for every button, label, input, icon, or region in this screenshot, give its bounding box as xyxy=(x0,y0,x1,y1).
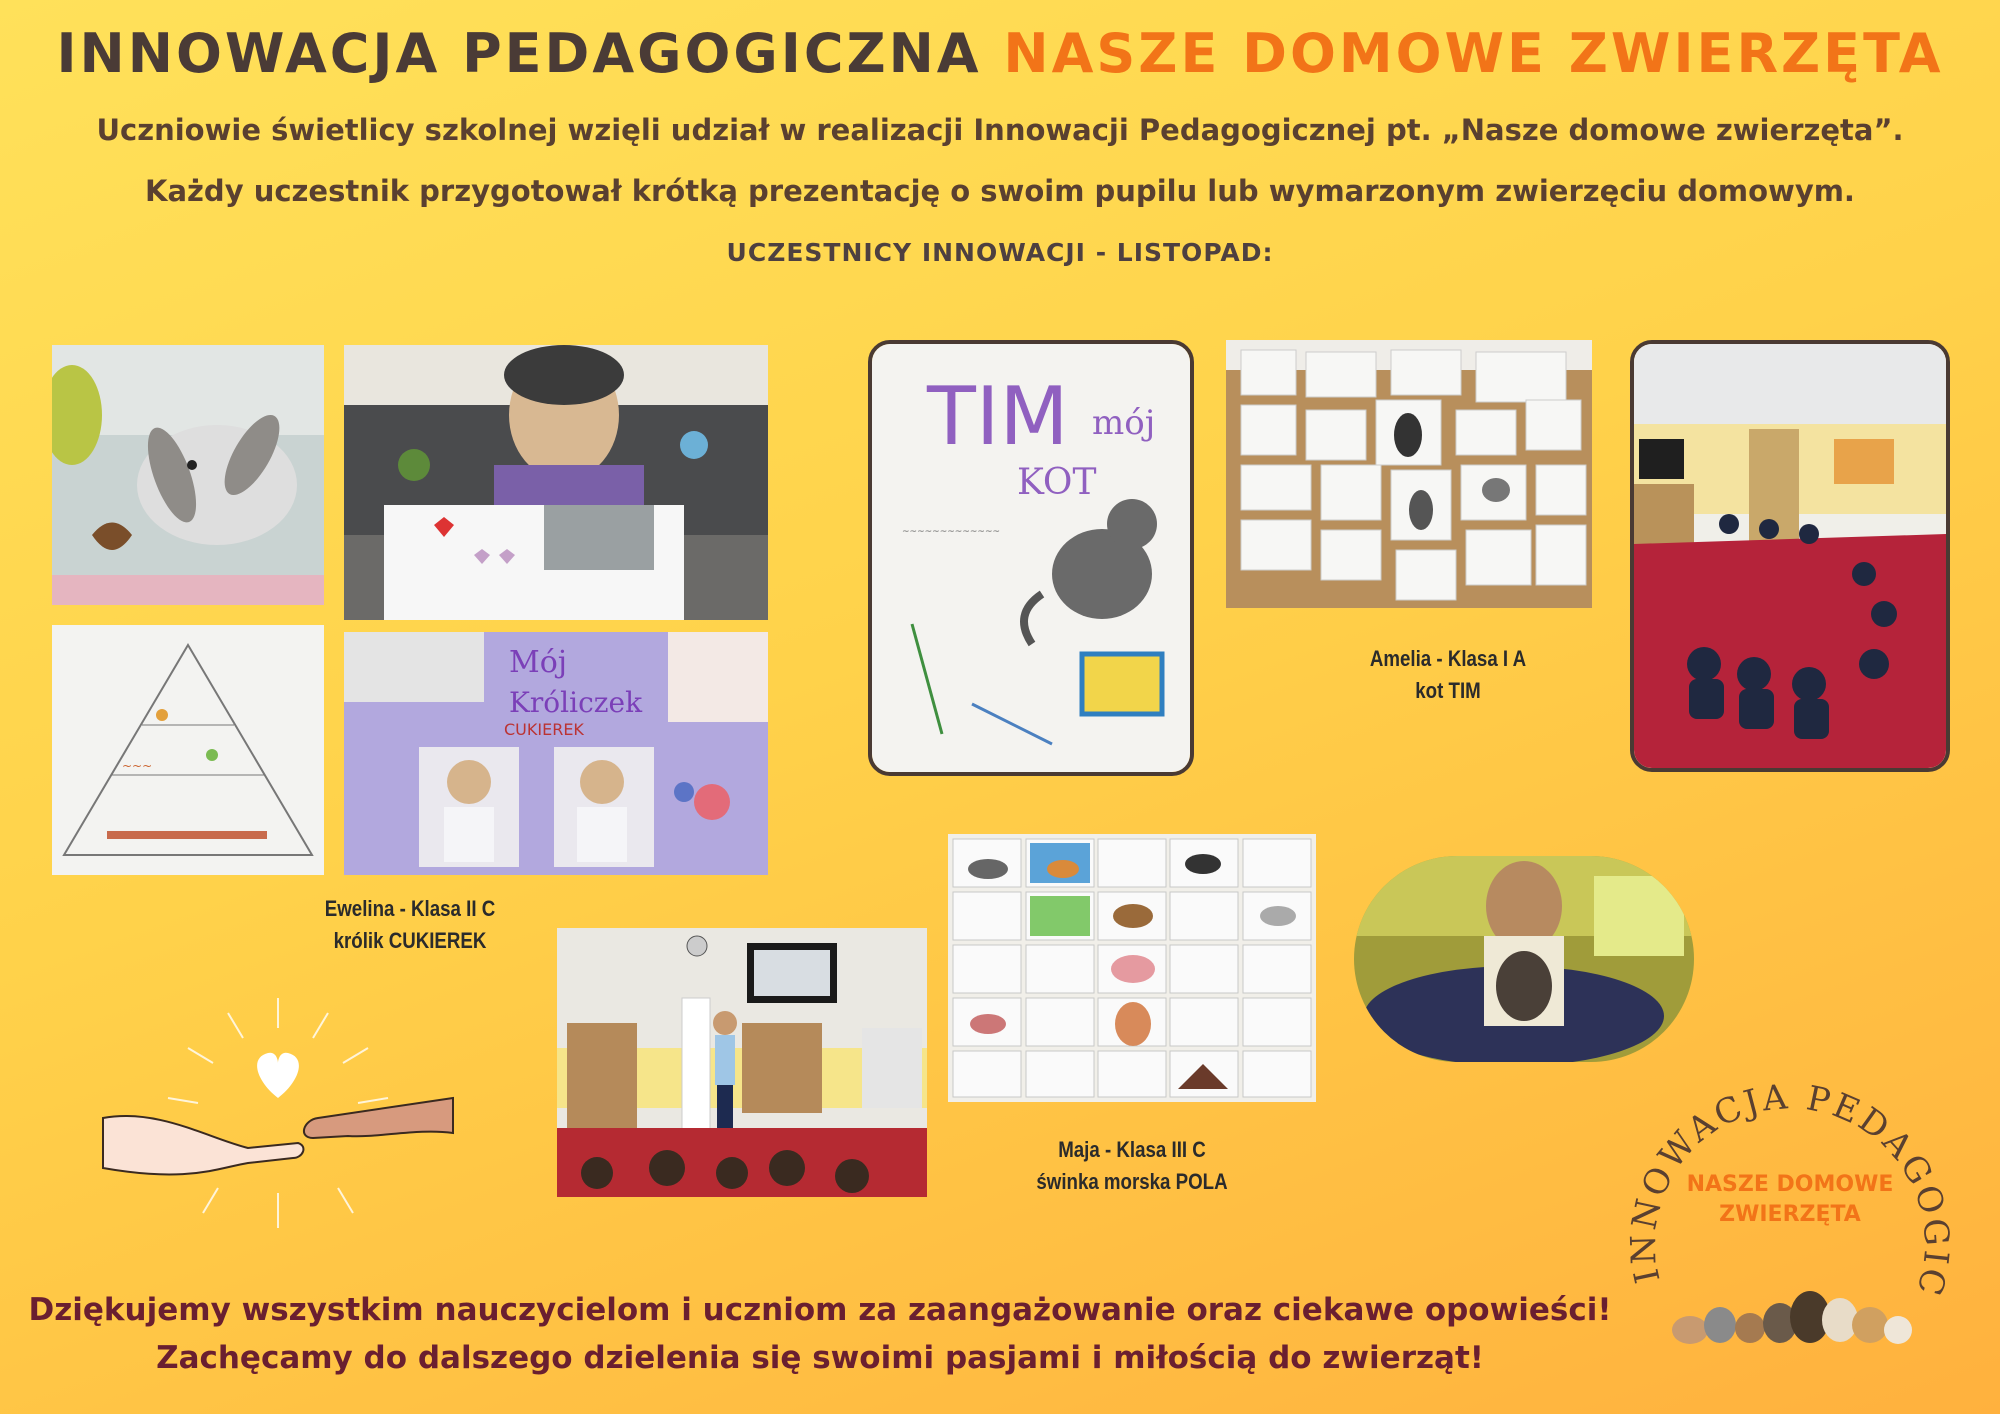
photo-presentation-classroom xyxy=(557,928,927,1197)
photo-guinea-pig-drawings xyxy=(948,834,1316,1102)
badge-pets-row xyxy=(1672,1291,1912,1344)
caption-ewelina xyxy=(300,893,521,957)
photo-girl-with-guinea-pig xyxy=(1354,856,1694,1062)
intro-line-2: Każdy uczestnik przygotował krótką prezentację o swoim pupilu lub wymarzonym zwierzęciu domowym. xyxy=(145,174,1855,208)
page-title xyxy=(0,22,2000,85)
photo-girl-with-poster xyxy=(344,345,768,620)
photo-tim-poster xyxy=(868,340,1194,776)
heart-icon xyxy=(257,1053,299,1098)
photo-rabbit xyxy=(52,345,324,605)
title-part-1: INNOWACJA PEDAGOGICZNA xyxy=(56,22,982,85)
photo-food-pyramid xyxy=(52,625,324,875)
poster-tim-text: TIM xyxy=(927,370,1069,463)
intro-line-1: Uczniowie świetlicy szkolnej wzięli udział w realizacji Innowacji Pedagogicznej pt. „Nasze domowe zwierzęta”. xyxy=(96,113,1904,147)
photo-cat-drawings-wall xyxy=(1226,340,1592,608)
poster-kot-text: KOT xyxy=(1017,462,1097,503)
caption-maja-line1: Maja - Klasa III C xyxy=(1058,1137,1206,1162)
poster-moj-text-tim: mój xyxy=(1092,403,1156,443)
badge-center-line1: NASZE DOMOWE xyxy=(1686,1172,1894,1197)
participants-subtitle: UCZESTNICY INNOWACJI - LISTOPAD: xyxy=(726,238,1274,267)
title-part-2: NASZE DOMOWE ZWIERZĘTA xyxy=(1003,22,1944,85)
caption-maja-line2: świnka morska POLA xyxy=(1036,1169,1228,1194)
caption-amelia-line1: Amelia - Klasa I A xyxy=(1369,646,1527,671)
photo-kroliczek-poster xyxy=(344,632,768,875)
svg-text:~~~~~~~~~~~~~: ~~~~~~~~~~~~~ xyxy=(902,527,1001,537)
caption-maja xyxy=(1022,1134,1243,1198)
svg-text:~~~: ~~~ xyxy=(122,759,153,773)
badge-arc-text: INNOWACJA PEDAGOGIC xyxy=(1623,1077,1957,1303)
badge-center-text xyxy=(1660,1170,1920,1230)
thanks-line-2: Zachęcamy do dalszego dzielenia się swoimi pasjami i miłością do zwierząt! xyxy=(156,1340,1484,1376)
poster-cukierek-text: CUKIEREK xyxy=(504,720,584,739)
caption-amelia-line2: kot TIM xyxy=(1415,678,1481,703)
caption-amelia xyxy=(1338,643,1559,707)
poster-moj-text: Mój xyxy=(509,645,568,680)
poster-kroliczek-text: Króliczek xyxy=(509,686,643,719)
innovation-badge-logo xyxy=(1620,1045,1960,1385)
caption-ewelina-line2: królik CUKIEREK xyxy=(333,928,487,953)
badge-center-line2: ZWIERZĘTA xyxy=(1719,1202,1861,1227)
photo-classroom-circle xyxy=(1630,340,1950,772)
caption-ewelina-line1: Ewelina - Klasa II C xyxy=(324,896,496,921)
thanks-line-1: Dziękujemy wszystkim nauczycielom i uczniom za zaangażowanie oraz ciekawe opowieści! xyxy=(28,1292,1612,1328)
hand-paw-heart-illustration xyxy=(98,988,458,1248)
